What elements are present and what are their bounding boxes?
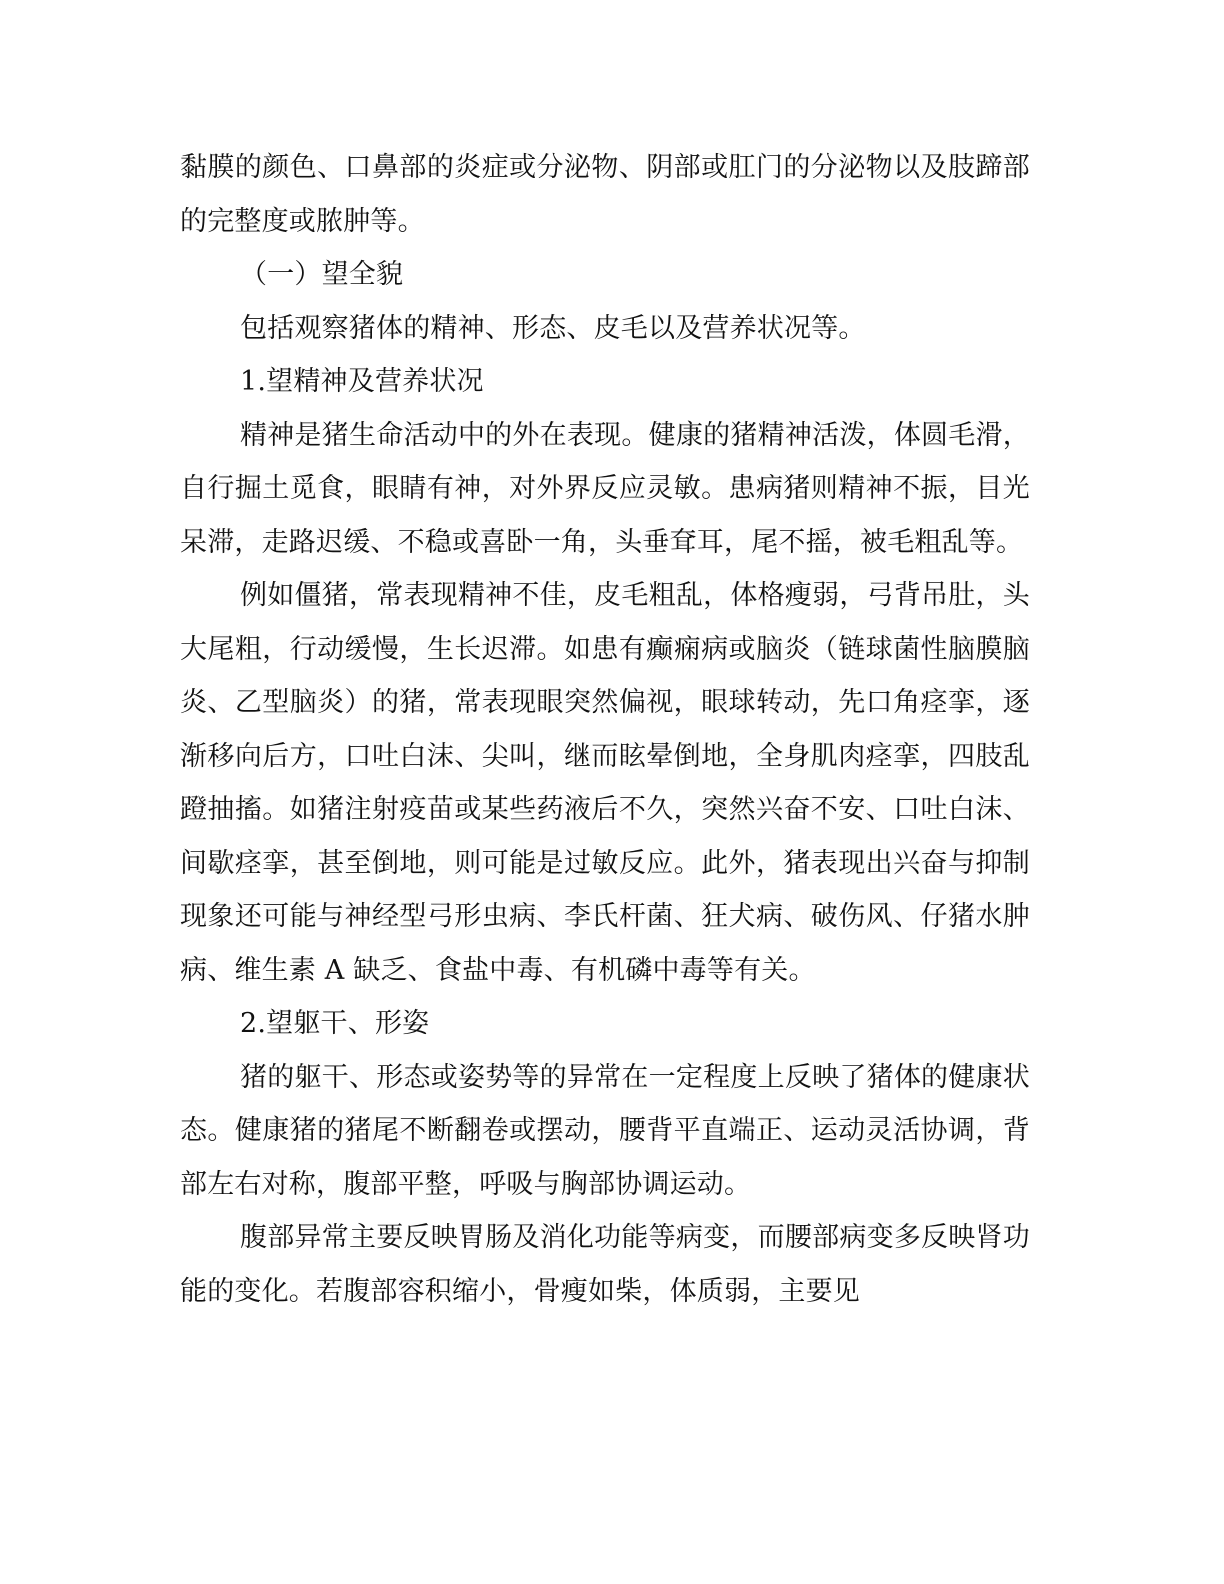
paragraph-examples: 例如僵猪，常表现精神不佳，皮毛粗乱，体格瘦弱，弓背吊肚，头大尾粗，行动缓慢，生长迟滞。如患有癫痫病或脑炎（链球菌性脑膜脑炎、乙型脑炎）的猪，常表现眼突然偏视，眼球转动，先口角痉挛，逐渐移向后方，口吐白沫、尖叫，继而眩晕倒地，全身肌肉痉挛，四肢乱蹬抽搐。如猪注射疫苗或某些药液后不久，突然兴奋不安、口吐白沫、间歇痉挛，甚至倒地，则可能是过敏反应。此外，猪表现出兴奋与抑制现象还可能与神经型弓形虫病、李氏杆菌、狂犬病、破伤风、仔猪水肿病、维生素 A 缺乏、食盐中毒、有机磷中毒等有关。	[180, 580, 1030, 986]
paragraph-continuation: 黏膜的颜色、口鼻部的炎症或分泌物、阴部或肛门的分泌物以及肢蹄部的完整度或脓肿等。	[180, 152, 1030, 237]
paragraph-spirit: 精神是猪生命活动中的外在表现。健康的猪精神活泼，体圆毛滑，自行掘土觅食，眼睛有神，对外界反应灵敏。患病猪则精神不振，目光呆滞，走路迟缓、不稳或喜卧一角，头垂耷耳，尾不摇，被毛粗乱等。	[180, 419, 1030, 558]
section-heading-overall-appearance: （一）望全貌	[240, 259, 404, 290]
subheading-spirit-nutrition: 1.望精神及营养状况	[240, 366, 484, 397]
paragraph-abdomen: 腹部异常主要反映胃肠及消化功能等病变，而腰部病变多反映肾功能的变化。若腹部容积缩小，骨瘦如柴，体质弱，主要见	[180, 1222, 1030, 1307]
document-body	[180, 141, 1030, 1318]
paragraph-trunk: 猪的躯干、形态或姿势等的异常在一定程度上反映了猪体的健康状态。健康猪的猪尾不断翻卷或摆动，腰背平直端正、运动灵活协调，背部左右对称，腹部平整，呼吸与胸部协调运动。	[180, 1061, 1030, 1200]
subheading-trunk-posture: 2.望躯干、形姿	[240, 1008, 430, 1039]
paragraph-overview: 包括观察猪体的精神、形态、皮毛以及营养状况等。	[240, 312, 866, 344]
